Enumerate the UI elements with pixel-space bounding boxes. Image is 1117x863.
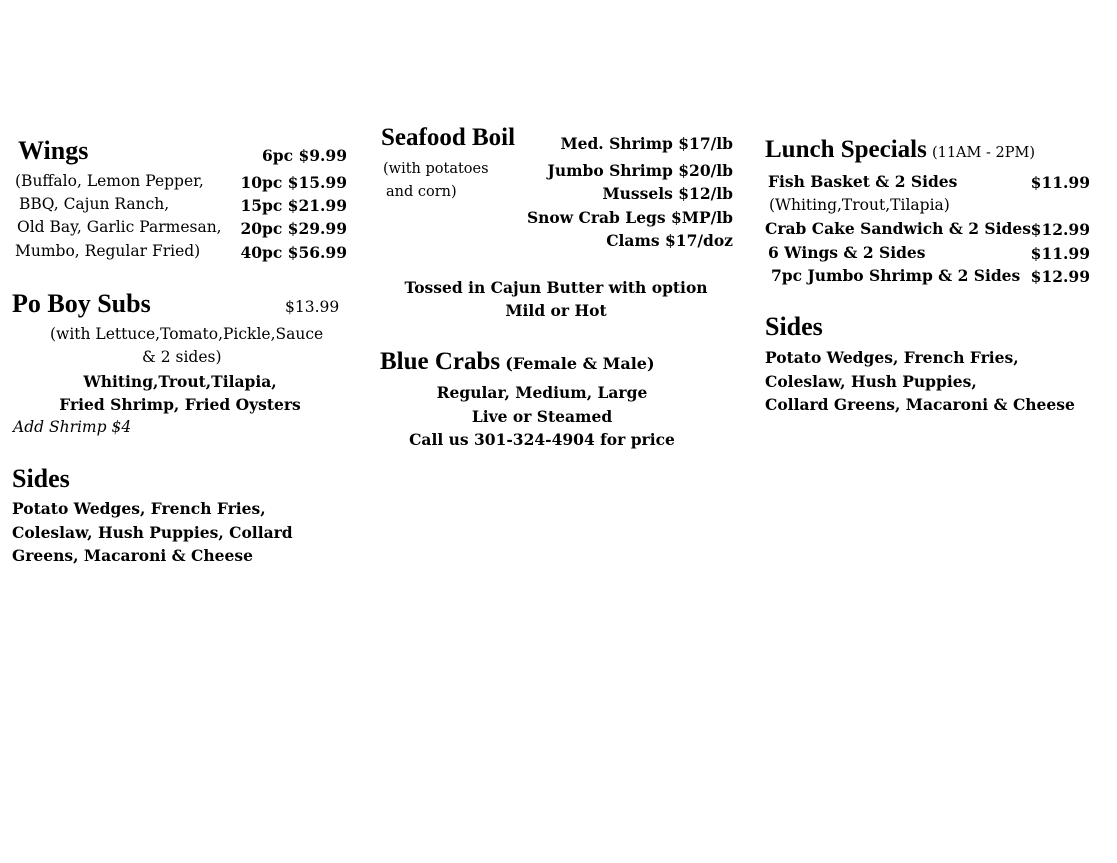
seafood-boil-item: Jumbo Shrimp $20/lb xyxy=(547,161,733,180)
sides-left-title: Sides xyxy=(12,464,70,493)
lunch-item-price: $11.99 xyxy=(1030,173,1090,192)
seafood-boil-item: Snow Crab Legs $MP/lb xyxy=(526,208,733,227)
lunch-hours: (11AM - 2PM) xyxy=(931,145,1035,161)
lunch-item-price: $12.99 xyxy=(1030,220,1090,239)
blue-crabs-title: Blue Crabs xyxy=(380,348,501,375)
po-boy-addon: Add Shrimp $4 xyxy=(13,418,132,436)
sides-right-line: Potato Wedges, French Fries, xyxy=(765,348,1019,367)
wings-desc-line: (Buffalo, Lemon Pepper, xyxy=(15,172,204,190)
lunch-item-name: 6 Wings & 2 Sides xyxy=(768,243,926,262)
sides-left-line: Greens, Macaroni & Cheese xyxy=(12,546,253,565)
wings-price: 40pc $56.99 xyxy=(240,243,347,262)
wings-desc-line: BBQ, Cajun Ranch, xyxy=(19,195,170,213)
seafood-boil-desc-line: (with potatoes xyxy=(383,161,489,177)
seafood-boil-item: Med. Shrimp $17/lb xyxy=(560,134,733,153)
po-boy-option-line: Fried Shrimp, Fried Oysters xyxy=(59,395,301,414)
blue-crabs-heading xyxy=(380,348,655,376)
wings-price: 20pc $29.99 xyxy=(240,219,347,238)
sides-right-line: Coleslaw, Hush Puppies, xyxy=(765,372,977,391)
seafood-boil-desc-line: and corn) xyxy=(386,184,457,200)
wings-desc-line: Old Bay, Garlic Parmesan, xyxy=(17,218,222,236)
seafood-boil-title: Seafood Boil xyxy=(381,124,516,151)
po-boy-title: Po Boy Subs xyxy=(12,289,151,318)
po-boy-option-line: Whiting,Trout,Tilapia, xyxy=(83,372,277,391)
lunch-item-price: $11.99 xyxy=(1030,244,1090,263)
lunch-item-name: Fish Basket & 2 Sides xyxy=(768,172,958,191)
wings-price: 10pc $15.99 xyxy=(240,173,347,192)
sides-right-line: Collard Greens, Macaroni & Cheese xyxy=(765,395,1075,414)
blue-crabs-subtitle: (Female & Male) xyxy=(505,354,655,373)
lunch-title: Lunch Specials xyxy=(765,136,927,163)
wings-title: Wings xyxy=(18,136,89,165)
sides-right-title: Sides xyxy=(765,312,823,341)
lunch-item-note: (Whiting,Trout,Tilapia) xyxy=(769,196,950,214)
seafood-boil-item: Clams $17/doz xyxy=(606,231,733,250)
sides-left-line: Potato Wedges, French Fries, xyxy=(12,499,266,518)
blue-crabs-line: Live or Steamed xyxy=(471,407,613,426)
seafood-boil-item: Mussels $12/lb xyxy=(602,184,733,203)
wings-price: 15pc $21.99 xyxy=(240,196,347,215)
blue-crabs-line: Call us 301-324-4904 for price xyxy=(409,430,675,449)
po-boy-price: $13.99 xyxy=(285,298,340,316)
wings-desc-line: Mumbo, Regular Fried) xyxy=(15,242,201,260)
lunch-heading xyxy=(765,136,1035,164)
sides-left-line: Coleslaw, Hush Puppies, Collard xyxy=(12,523,293,542)
wings-price: 6pc $9.99 xyxy=(262,146,347,165)
lunch-item-price: $12.99 xyxy=(1030,267,1090,286)
po-boy-desc-line: & 2 sides) xyxy=(142,348,222,366)
seafood-boil-note: Mild or Hot xyxy=(505,301,607,320)
po-boy-desc-line: (with Lettuce,Tomato,Pickle,Sauce xyxy=(50,325,324,343)
seafood-boil-note: Tossed in Cajun Butter with option xyxy=(404,278,708,297)
lunch-item-name: 7pc Jumbo Shrimp & 2 Sides xyxy=(771,266,1021,285)
blue-crabs-line: Regular, Medium, Large xyxy=(436,383,648,402)
lunch-item-name: Crab Cake Sandwich & 2 Sides xyxy=(765,219,1031,238)
